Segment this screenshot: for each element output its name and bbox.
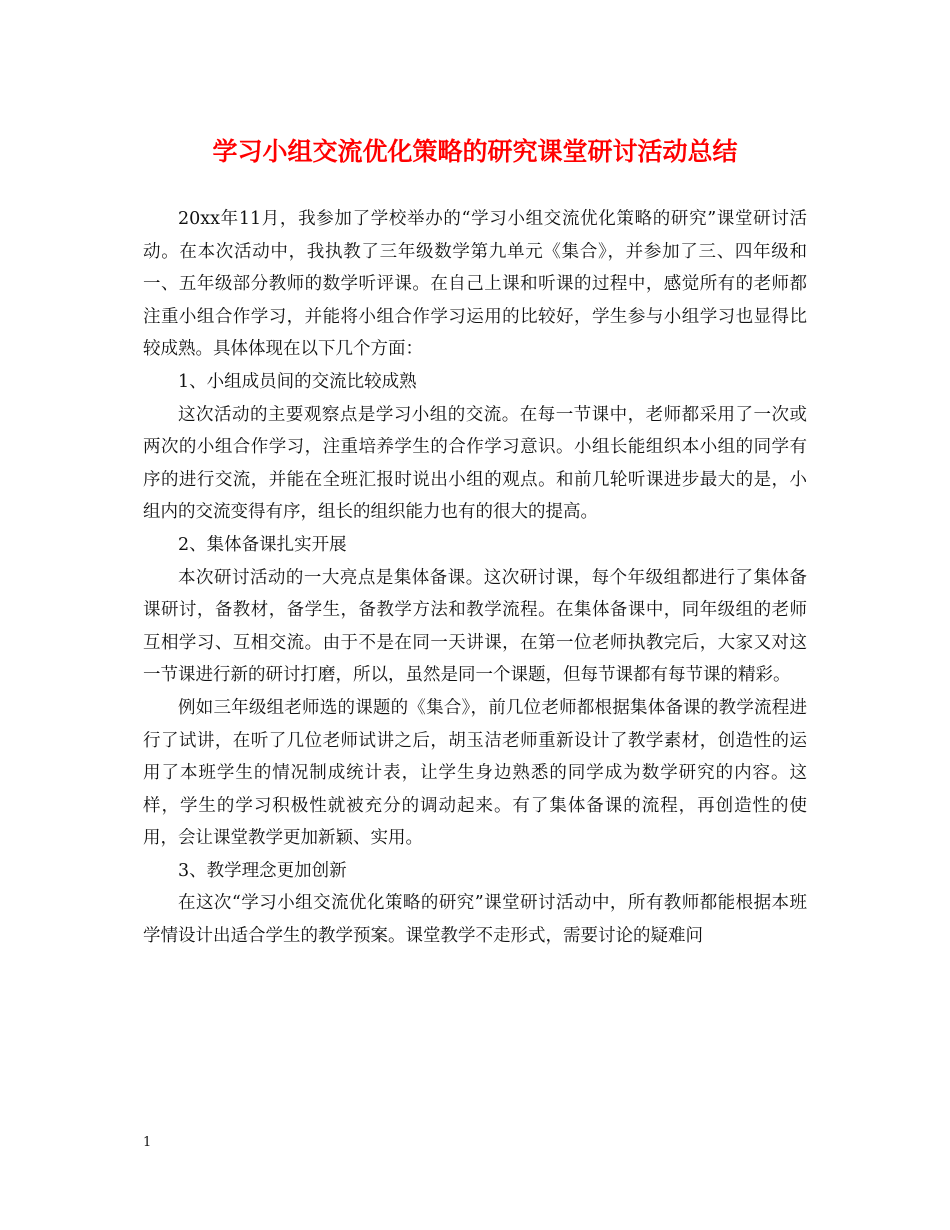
paragraph-section-2a: 本次研讨活动的一大亮点是集体备课。这次研讨课，每个年级组都进行了集体备课研讨，备教材，备学生，备教学方法和教学流程。在集体备课中，同年级组的老师互相学习、互相交流。由于不是在同一天讲课，在第一位老师执教完后，大家又对这一节课进行新的研讨打磨，所以，虽然是同一个课题，但每节课都有每节课的精彩。 [143, 567, 807, 686]
section-heading-3: 3、教学理念更加创新 [178, 860, 347, 881]
section-heading-1: 1、小组成员间的交流比较成熟 [178, 371, 417, 392]
paragraph-section-2b: 例如三年级组老师选的课题的《集合》，前几位老师都根据集体备课的教学流程进行了试讲，在听了几位老师试讲之后，胡玉洁老师重新设计了教学素材，创造性的运用了本班学生的情况制成统计表，让学生身边熟悉的同学成为数学研究的内容。这样，学生的学习积极性就被充分的调动起来。有了集体备课的流程，再创造性的使用，会让课堂教学更加新颖、实用。 [143, 697, 807, 849]
page-number: 1 [143, 1135, 152, 1150]
paragraph-section-3: 在这次“学习小组交流优化策略的研究”课堂研讨活动中，所有教师都能根据本班学情设计出适合学生的教学预案。课堂教学不走形式，需要讨论的疑难问 [143, 893, 807, 947]
document-body [143, 203, 807, 953]
paragraph-intro: 20xx年11月，我参加了学校举办的“学习小组交流优化策略的研究”课堂研讨活动。在本次活动中，我执教了三年级数学第九单元《集合》，并参加了三、四年级和一、五年级部分教师的数学听评课。在自己上课和听课的过程中，感觉所有的老师都注重小组合作学习，并能将小组合作学习运用的比较好，学生参与小组学习也显得比较成熟。具体体现在以下几个方面： [143, 209, 807, 360]
section-heading-2: 2、集体备课扎实开展 [178, 534, 347, 555]
paragraph-section-1: 这次活动的主要观察点是学习小组的交流。在每一节课中，老师都采用了一次或两次的小组合作学习，注重培养学生的合作学习意识。小组长能组织本小组的同学有序的进行交流，并能在全班汇报时说出小组的观点。和前几轮听课进步最大的是，小组内的交流变得有序，组长的组织能力也有的很大的提高。 [143, 404, 807, 523]
document-title: 学习小组交流优化策略的研究课堂研讨活动总结 [212, 137, 738, 166]
